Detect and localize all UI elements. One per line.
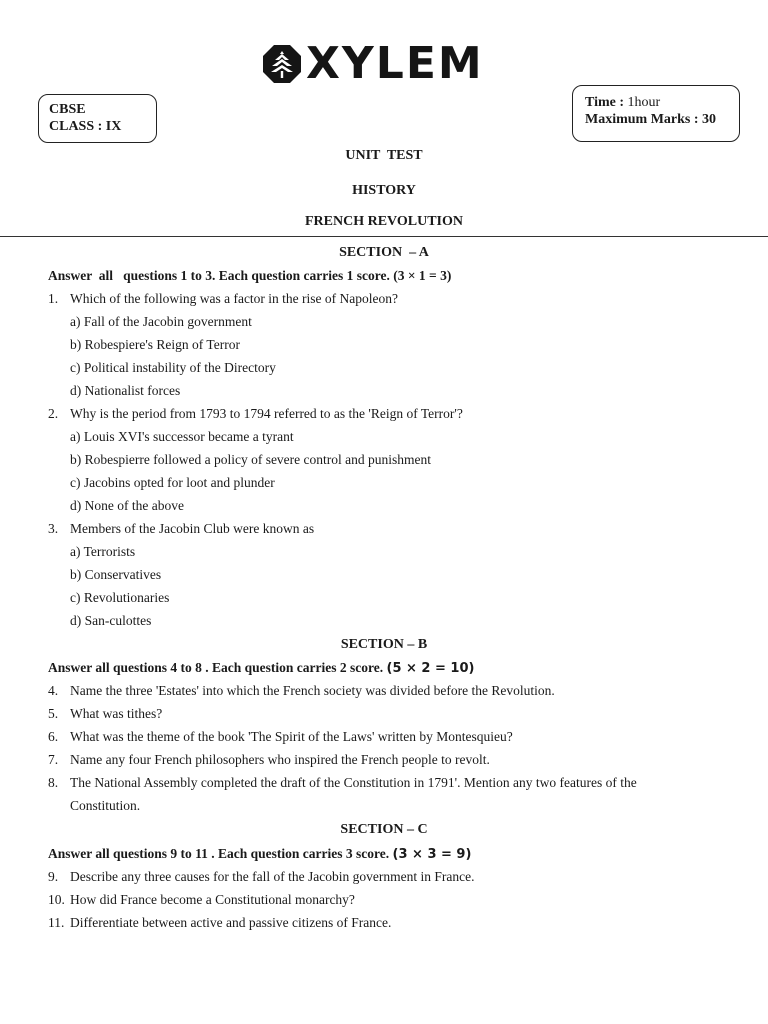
score-formula: (3 × 3 = 9) [392,847,472,862]
time-value: 1hour [627,95,661,110]
question-8 [48,774,637,792]
question-2 [48,405,463,423]
time-line [585,94,739,111]
instruction-text: Answer all questions 4 to 8 . Each question carries 2 score. [48,660,387,675]
q2-option-b: b) Robespierre followed a policy of severe control and punishment [70,452,432,467]
question-number: 8. [48,775,59,790]
question-5 [48,705,162,723]
question-number: 9. [48,869,59,884]
time-marks-box [572,85,740,142]
section-c-title: SECTION – C [340,822,428,837]
class-label: CLASS : IX [49,119,122,134]
time-label: Time : [585,95,625,110]
section-b-instruction [48,659,474,678]
xylem-leaf-icon [262,44,302,84]
question-text: Describe any three causes for the fall of the Jacobin government in France. [70,869,475,884]
question-7 [48,751,490,769]
section-c-instruction [48,845,471,864]
brand-name: XYLEM [306,38,484,89]
question-text: What was tithes? [70,706,163,721]
q1-option-d: d) Nationalist forces [70,383,181,398]
question-3 [48,520,314,538]
board-label: CBSE [49,102,86,117]
chapter-title: FRENCH REVOLUTION [304,214,463,229]
question-1 [48,290,398,308]
question-number: 2. [48,406,59,421]
question-number: 7. [48,752,59,767]
question-text: What was the theme of the book 'The Spirit of the Laws' written by Montesquieu? [70,729,513,744]
question-number: 6. [48,729,59,744]
q1-option-a: a) Fall of the Jacobin government [70,314,252,329]
question-8-continuation: Constitution. [70,798,141,813]
question-number: 1. [48,291,59,306]
question-text: Differentiate between active and passive citizens of France. [70,915,392,930]
question-text: Name the three 'Estates' into which the French society was divided before the Revolution. [70,683,555,698]
question-text: Name any four French philosophers who inspired the French people to revolt. [70,752,490,767]
q2-option-c: c) Jacobins opted for loot and plunder [70,475,275,490]
q1-option-b: b) Robespiere's Reign of Terror [70,337,240,352]
section-a-title: SECTION – A [339,245,429,260]
question-number: 5. [48,706,59,721]
question-number: 4. [48,683,59,698]
header-divider [0,236,768,237]
question-text: How did France become a Constitutional monarchy? [70,892,355,907]
max-marks: Maximum Marks : 30 [585,112,717,127]
question-number: 3. [48,521,59,536]
question-text: The National Assembly completed the draft of the Constitution in 1791'. Mention any two features of the [70,775,637,790]
question-text: Which of the following was a factor in the rise of Napoleon? [70,291,399,306]
section-b-title: SECTION – B [340,637,428,652]
question-text: Why is the period from 1793 to 1794 referred to as the 'Reign of Terror'? [70,406,463,421]
q3-option-d: d) San-culottes [70,613,152,628]
question-9 [48,868,474,886]
subject-title: HISTORY [352,183,416,198]
brand-logo [262,38,484,89]
q3-option-c: c) Revolutionaries [70,590,170,605]
question-10 [48,891,355,909]
q3-option-a: a) Terrorists [70,544,136,559]
score-formula: (5 × 2 = 10) [386,661,475,676]
question-number: 11. [48,915,65,930]
question-4 [48,682,555,700]
question-6 [48,728,513,746]
question-number: 10. [48,892,65,907]
section-a-instruction: Answer all questions 1 to 3. Each question carries 1 score. (3 × 1 = 3) [48,268,452,283]
question-11 [48,914,391,932]
q2-option-a: a) Louis XVI's successor became a tyrant [70,429,294,444]
question-text: Members of the Jacobin Club were known as [70,521,315,536]
q3-option-b: b) Conservatives [70,567,162,582]
instruction-text: Answer all questions 9 to 11 . Each question carries 3 score. [48,846,393,861]
board-class-box [38,94,157,143]
test-title: UNIT TEST [345,148,423,163]
q2-option-d: d) None of the above [70,498,184,513]
q1-option-c: c) Political instability of the Directory [70,360,276,375]
